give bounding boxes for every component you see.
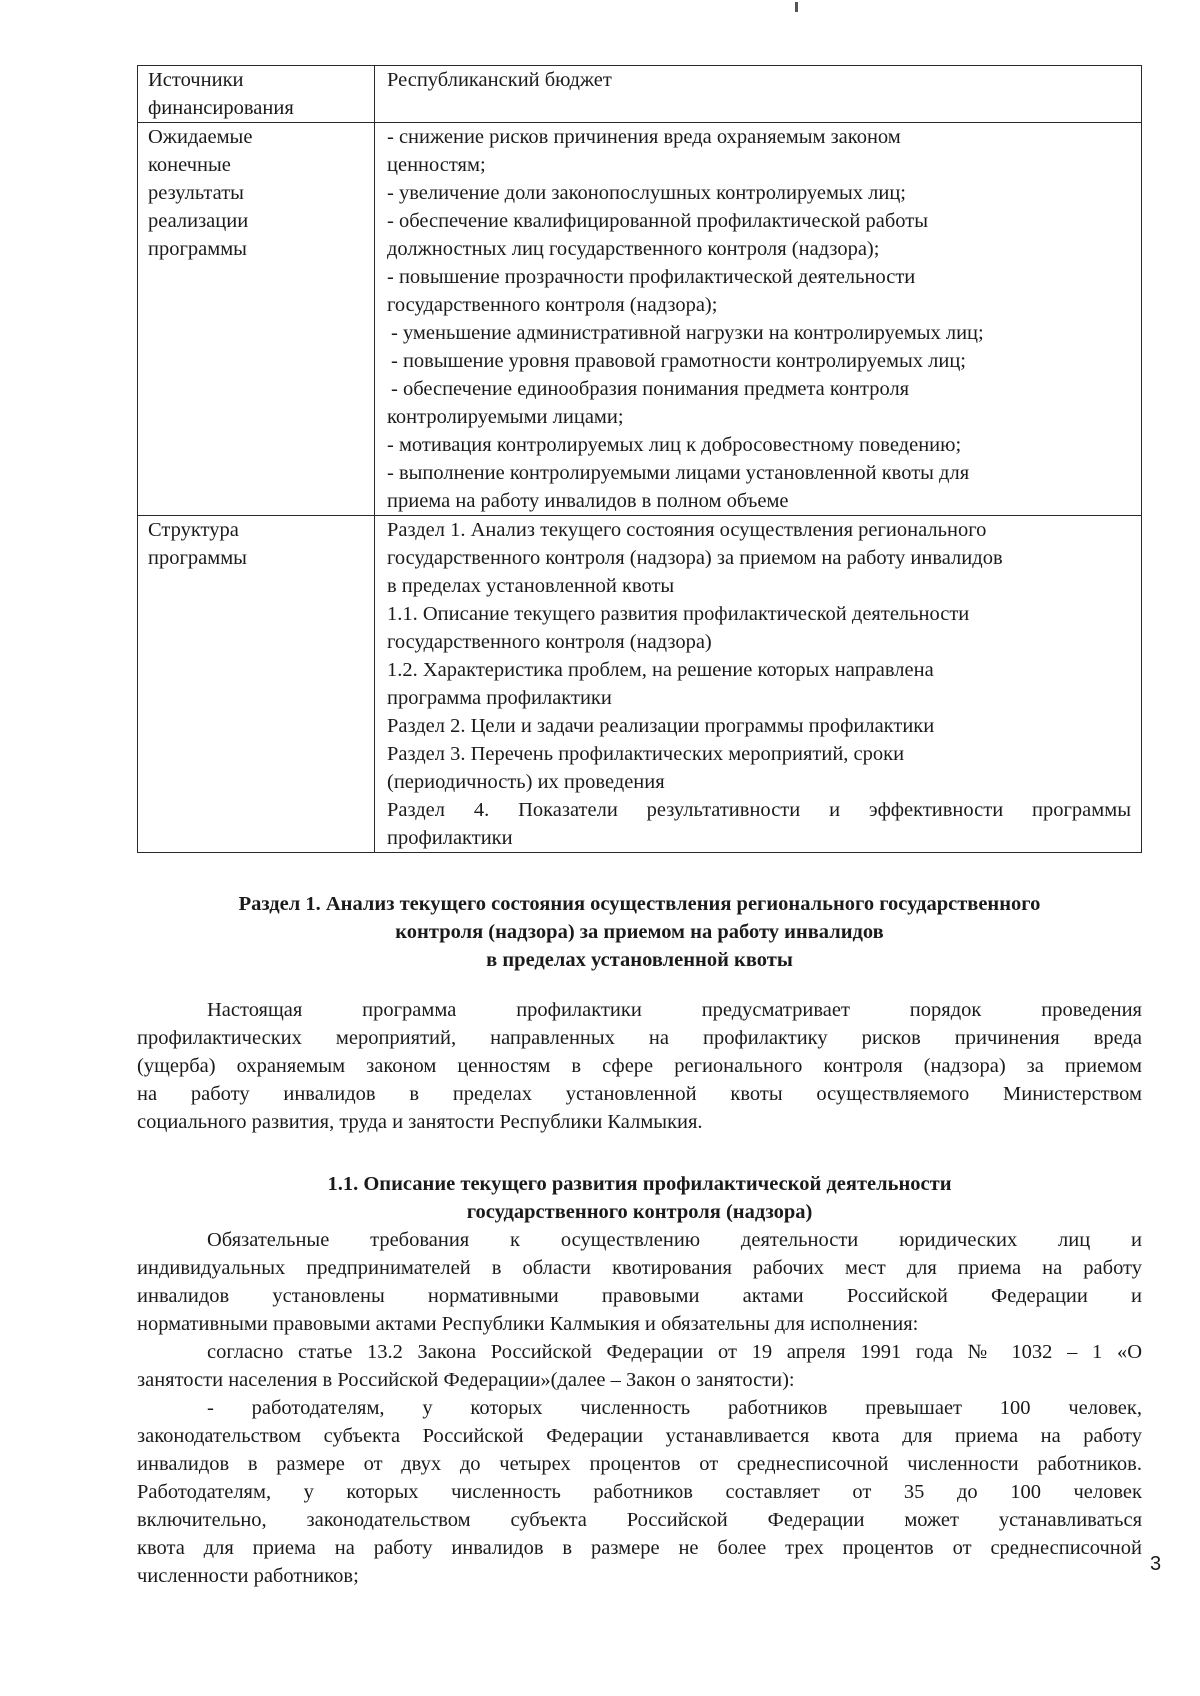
label-line: программы <box>148 547 247 569</box>
value-line: государственного контроля (надзора) за приемом на работу инвалидов <box>387 547 1003 569</box>
spacer <box>387 94 1131 122</box>
value-line: в пределах установленной квоты <box>387 575 675 597</box>
label-line: финансирования <box>148 97 294 119</box>
table-row <box>138 516 1142 853</box>
value-line: 1.2. Характеристика проблем, на решение которых направлена <box>387 659 934 681</box>
value-line: - повышение прозрачности профилактической деятельности <box>387 266 916 288</box>
row-label <box>138 123 375 516</box>
value-line: - увеличение доли законопослушных контролируемых лиц; <box>387 182 906 204</box>
program-passport-table <box>137 65 1142 853</box>
value-line: (периодичность) их проведения <box>387 771 665 793</box>
value-line: - обеспечение единообразия понимания предмета контроля <box>391 378 910 400</box>
heading-line: контроля (надзора) за приемом на работу инвалидов <box>395 921 884 943</box>
paragraph-line: включительно, законодательством субъекта Российской Федерации может устанавливаться <box>137 1509 1142 1531</box>
paragraph-line: Настоящая программа профилактики предусматривает порядок проведения <box>207 999 1142 1021</box>
value-line: контролируемыми лицами; <box>387 406 624 428</box>
paragraph-line: численности работников; <box>137 1565 359 1587</box>
value-line: 1.1. Описание текущего развития профилактической деятельности <box>387 603 970 625</box>
table-row <box>138 123 1142 516</box>
value-line: ценностям; <box>387 154 486 176</box>
heading-line: государственного контроля (надзора) <box>466 1201 813 1223</box>
label-line: программы <box>148 238 247 260</box>
table-row <box>138 66 1142 123</box>
value-line: профилактики <box>387 827 513 849</box>
paragraph-line: нормативными правовыми актами Республики Калмыкия и обязательны для исполнения: <box>137 1313 919 1335</box>
label-line: конечные <box>148 154 231 176</box>
subsection-paragraph-3 <box>137 1394 1142 1590</box>
paragraph-line: квота для приема на работу инвалидов в размере не более трех процентов от среднесписочной <box>137 1537 1142 1559</box>
paragraph-line: Работодателям, у которых численность работников составляет от 35 до 100 человек <box>137 1481 1142 1503</box>
value-line: Раздел 4. Показатели результативности и эффективности программы <box>387 799 1131 821</box>
value-line: Раздел 2. Цели и задачи реализации программы профилактики <box>387 715 935 737</box>
value-line: государственного контроля (надзора) <box>387 631 712 653</box>
paragraph-line: - работодателям, у которых численность работников превышает 100 человек, <box>207 1397 1142 1419</box>
page-number: 3 <box>1150 1553 1162 1575</box>
row-value <box>375 123 1142 516</box>
row-value <box>375 516 1142 853</box>
subsection-paragraph-1 <box>137 1226 1142 1338</box>
heading-line: в пределах установленной квоты <box>486 949 793 971</box>
paragraph-line: законодательством субъекта Российской Федерации устанавливается квота для приема на работу <box>137 1425 1142 1447</box>
paragraph-line: социального развития, труда и занятости Республики Калмыкия. <box>137 1111 703 1133</box>
row-value <box>375 66 1142 123</box>
paragraph-line: занятости населения в Российской Федерации»(далее – Закон о занятости): <box>137 1369 795 1391</box>
value-line: Раздел 3. Перечень профилактических мероприятий, сроки <box>387 743 905 765</box>
section-1-paragraph <box>137 996 1142 1136</box>
subsection-1-1-heading <box>137 1170 1142 1226</box>
heading-line: Раздел 1. Анализ текущего состояния осуществления регионального государственного <box>238 893 1041 915</box>
value-line: - снижение рисков причинения вреда охраняемым законом <box>387 126 901 148</box>
paragraph-line: на работу инвалидов в пределах установленной квоты осуществляемого Министерством <box>137 1083 1142 1105</box>
row-label <box>138 516 375 853</box>
paragraph-line: инвалидов в размере от двух до четырех процентов от среднесписочной численности работников. <box>137 1453 1142 1475</box>
value-line: государственного контроля (надзора); <box>387 294 718 316</box>
value-line: - уменьшение административной нагрузки на контролируемых лиц; <box>391 322 984 344</box>
value-line: Раздел 1. Анализ текущего состояния осуществления регионального <box>387 519 987 541</box>
label-line: Источники <box>148 69 244 91</box>
label-line: Ожидаемые <box>148 126 253 148</box>
value-line: приема на работу инвалидов в полном объеме <box>387 490 789 512</box>
row-label <box>138 66 375 123</box>
value-line: Республиканский бюджет <box>387 69 612 91</box>
label-line: реализации <box>148 210 249 232</box>
heading-line: 1.1. Описание текущего развития профилактической деятельности <box>327 1173 952 1195</box>
value-line: - обеспечение квалифицированной профилактической работы <box>387 210 928 232</box>
paragraph-line: Обязательные требования к осуществлению деятельности юридических лиц и <box>207 1229 1142 1251</box>
value-line: должностных лиц государственного контроля (надзора); <box>387 238 880 260</box>
paragraph-line: инвалидов установлены нормативными правовыми актами Российской Федерации и <box>137 1285 1142 1307</box>
paragraph-line: согласно статье 13.2 Закона Российской Федерации от 19 апреля 1991 года № 1032 – 1 «О <box>207 1341 1142 1363</box>
value-line: - мотивация контролируемых лиц к добросовестному поведению; <box>387 434 962 456</box>
paragraph-line: индивидуальных предпринимателей в области квотирования рабочих мест для приема на работу <box>137 1257 1142 1279</box>
subsection-paragraph-2 <box>137 1338 1142 1394</box>
paragraph-line: профилактических мероприятий, направленных на профилактику рисков причинения вреда <box>137 1027 1142 1049</box>
label-line: Структура <box>148 519 239 541</box>
value-line: программа профилактики <box>387 687 612 709</box>
value-line: - повышение уровня правовой грамотности контролируемых лиц; <box>391 350 967 372</box>
scan-artifact <box>795 2 798 12</box>
section-1-heading <box>137 890 1142 974</box>
value-line: - выполнение контролируемыми лицами установленной квоты для <box>387 462 970 484</box>
paragraph-line: (ущерба) охраняемым законом ценностям в сфере регионального контроля (надзора) за приемом <box>137 1055 1142 1077</box>
label-line: результаты <box>148 182 244 204</box>
